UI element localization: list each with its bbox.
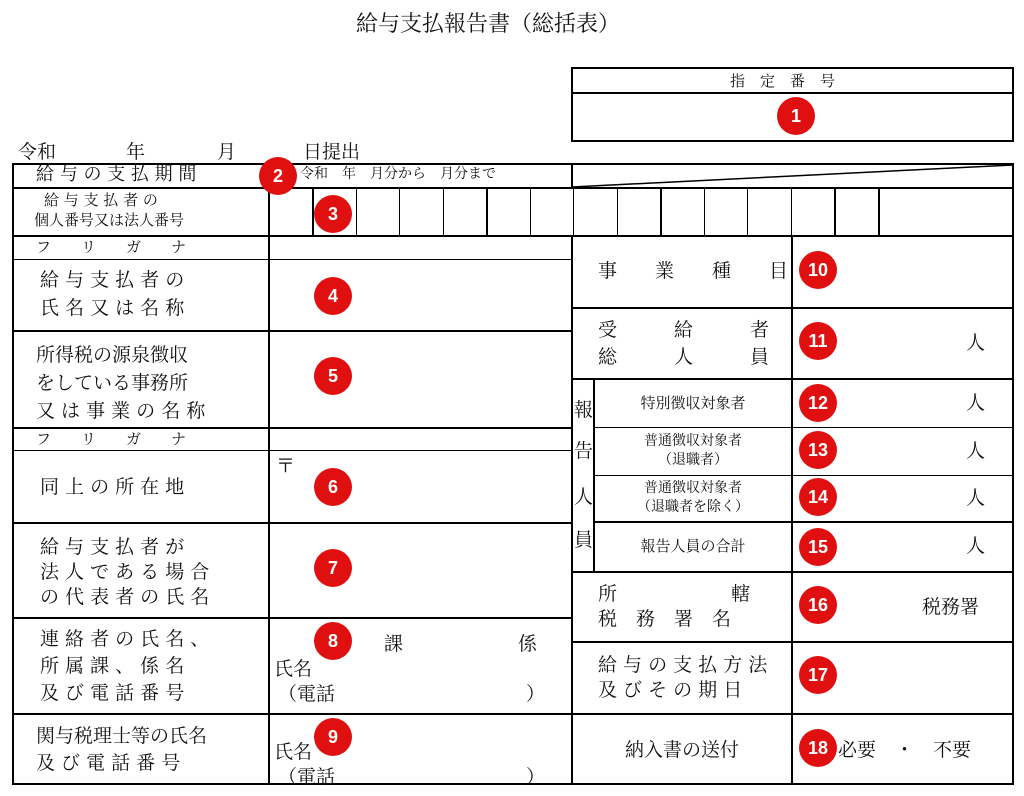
badge-16: 16 bbox=[799, 586, 837, 624]
normal-retired-unit: 人 bbox=[966, 440, 986, 462]
contact-kakari: 係 bbox=[518, 633, 538, 655]
office-label-2: をしている事務所 bbox=[36, 372, 189, 394]
submission-day: 日提出 bbox=[303, 141, 361, 163]
digit-cell-divider bbox=[834, 187, 836, 235]
postal-mark: 〒 bbox=[276, 455, 296, 477]
badge-12: 12 bbox=[799, 384, 837, 422]
office-label-3: 又 は 事 業 の 名 称 bbox=[36, 400, 206, 422]
business-type-label: 事 業 種 目 bbox=[598, 260, 789, 282]
reported-side-label-1: 報 bbox=[574, 399, 594, 421]
submission-reiwa: 令和 bbox=[18, 141, 57, 163]
special-collection-unit: 人 bbox=[966, 392, 986, 414]
normal-other-label-2: （退職者を除く） bbox=[637, 499, 749, 515]
digit-cell-divider bbox=[660, 187, 662, 235]
digit-cell-divider bbox=[573, 187, 574, 235]
payment-slip-options[interactable]: 必要 ・ 不要 bbox=[838, 739, 972, 761]
representative-label-1: 給 与 支 払 者 が bbox=[40, 536, 185, 558]
badge-4: 4 bbox=[314, 277, 352, 315]
payer-number-label-2: 個人番号又は法人番号 bbox=[34, 211, 185, 229]
digit-cell-divider bbox=[747, 187, 748, 235]
recipients-unit: 人 bbox=[966, 332, 986, 354]
badge-3: 3 bbox=[314, 195, 352, 233]
representative-label-2: 法 人 で あ る 場 合 bbox=[40, 561, 210, 583]
badge-9: 9 bbox=[314, 718, 352, 756]
badge-10: 10 bbox=[799, 251, 837, 289]
special-collection-label: 特別徴収対象者 bbox=[640, 394, 746, 412]
tax-accountant-tel-open[interactable]: （電話 bbox=[278, 766, 336, 788]
digit-cell-divider bbox=[878, 187, 880, 235]
digit-cell-divider bbox=[356, 187, 357, 235]
tax-accountant-tel-close: ） bbox=[526, 766, 546, 788]
furigana-label-1: フ リ ガ ナ bbox=[36, 238, 187, 256]
digit-cell-divider bbox=[399, 187, 400, 235]
badge-2: 2 bbox=[259, 157, 297, 195]
form-title: 給与支払報告書（総括表） bbox=[356, 12, 621, 37]
payment-method-label-2: 及 び そ の 期 日 bbox=[598, 679, 743, 701]
badge-7: 7 bbox=[314, 549, 352, 587]
badge-18: 18 bbox=[799, 729, 837, 767]
office-label-1: 所得税の源泉徴収 bbox=[36, 344, 189, 366]
normal-retired-label-2: （退職者） bbox=[658, 452, 728, 468]
contact-ka: 課 bbox=[384, 633, 404, 655]
designation-number-label: 指 定 番 号 bbox=[730, 72, 836, 90]
tax-accountant-label-2: 及 び 電 話 番 号 bbox=[36, 752, 181, 774]
payer-number-label-1: 給 与 支 払 者 の bbox=[44, 191, 158, 209]
contact-label-3: 及 び 電 話 番 号 bbox=[40, 682, 185, 704]
representative-label-3: の 代 表 者 の 氏 名 bbox=[40, 586, 210, 608]
payment-slip-label: 納入書の送付 bbox=[624, 739, 739, 761]
contact-label-2: 所 属 課 、 係 名 bbox=[40, 655, 185, 677]
digit-cell-divider bbox=[617, 187, 618, 235]
badge-5: 5 bbox=[314, 357, 352, 395]
normal-other-label-1: 普通徴収対象者 bbox=[644, 480, 742, 496]
tax-office-label-2: 税 務 署 名 bbox=[598, 608, 732, 630]
recipients-label-1: 受 給 者 bbox=[598, 319, 770, 341]
submission-year: 年 bbox=[126, 141, 146, 163]
digit-cell-divider bbox=[704, 187, 705, 235]
tax-office-suffix: 税務署 bbox=[922, 596, 980, 618]
period-diagonal bbox=[572, 164, 1013, 188]
contact-label-1: 連 絡 者 の 氏 名 、 bbox=[40, 628, 210, 650]
payer-name-label-2: 氏 名 又 は 名 称 bbox=[40, 297, 185, 319]
payer-name-label-1: 給 与 支 払 者 の bbox=[40, 269, 185, 291]
digit-cell-divider bbox=[486, 187, 488, 235]
badge-11: 11 bbox=[799, 322, 837, 360]
reported-side-label-2: 告 bbox=[574, 440, 594, 462]
period-value[interactable]: 令和 年 月分から 月分まで bbox=[300, 166, 496, 182]
digit-cell-divider bbox=[443, 187, 444, 235]
digit-cell-divider bbox=[791, 187, 792, 235]
contact-tel-close: ） bbox=[526, 683, 546, 705]
badge-13: 13 bbox=[799, 431, 837, 469]
tax-office-label-1: 所 轄 bbox=[598, 583, 751, 605]
furigana-label-2: フ リ ガ ナ bbox=[36, 430, 187, 448]
normal-other-unit: 人 bbox=[966, 487, 986, 509]
badge-1: 1 bbox=[777, 97, 815, 135]
normal-retired-label-1: 普通徴収対象者 bbox=[644, 433, 742, 449]
tax-accountant-label-1: 関与税理士等の氏名 bbox=[36, 725, 208, 747]
recipients-label-2: 総 人 員 bbox=[598, 346, 770, 368]
reported-total-unit: 人 bbox=[966, 535, 986, 557]
digit-cell-divider bbox=[530, 187, 531, 235]
badge-8: 8 bbox=[314, 622, 352, 660]
badge-14: 14 bbox=[799, 478, 837, 516]
badge-17: 17 bbox=[799, 656, 837, 694]
contact-name[interactable]: 氏名 bbox=[274, 658, 313, 680]
payment-method-label-1: 給 与 の 支 払 方 法 bbox=[598, 654, 768, 676]
badge-15: 15 bbox=[799, 528, 837, 566]
reported-total-label: 報告人員の合計 bbox=[640, 537, 746, 555]
submission-month: 月 bbox=[217, 141, 237, 163]
contact-tel-open[interactable]: （電話 bbox=[278, 683, 336, 705]
period-label: 給 与 の 支 払 期 間 bbox=[36, 164, 197, 185]
reported-side-label-3: 人 bbox=[574, 486, 594, 508]
address-label: 同 上 の 所 在 地 bbox=[40, 476, 185, 498]
tax-accountant-name[interactable]: 氏名 bbox=[274, 741, 313, 763]
badge-6: 6 bbox=[314, 468, 352, 506]
reported-side-label-4: 員 bbox=[574, 529, 594, 551]
